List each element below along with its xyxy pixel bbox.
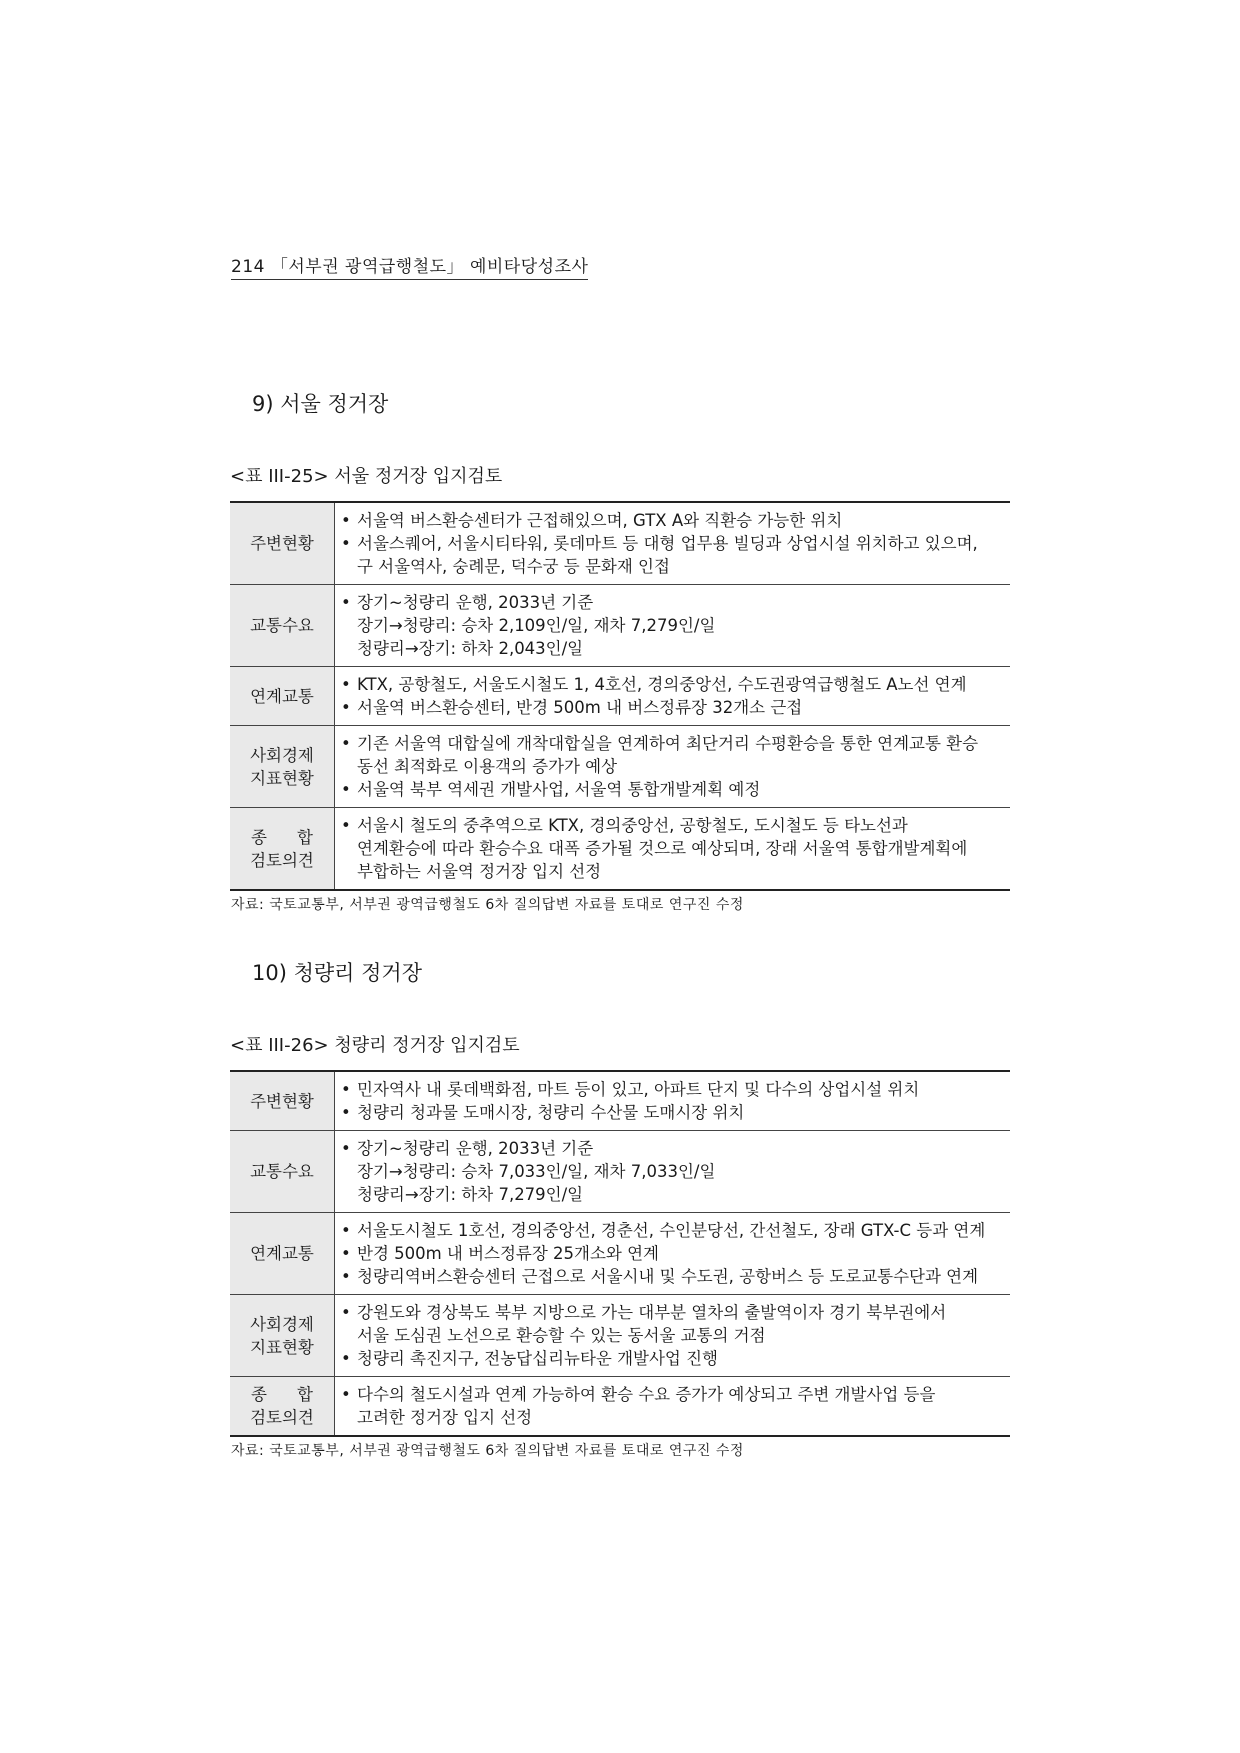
table-row	[230, 726, 1010, 808]
list-item: 동선 최적화로 이용객의 증가가 예상	[357, 757, 618, 776]
row-label: 연계교통	[230, 667, 335, 726]
list-item: • 서울스퀘어, 서울시티타워, 롯데마트 등 대형 업무용 빌딩과 상업시설 위치하고 있으며,	[341, 534, 978, 553]
seoul-station-review-table	[230, 501, 1010, 891]
table-row	[230, 1295, 1010, 1377]
list-item: 고려한 정거장 입지 선정	[357, 1408, 533, 1427]
row-label: 사회경제 지표현황	[230, 726, 335, 808]
list-item: • 청량리 촉진지구, 전농답십리뉴타운 개발사업 진행	[341, 1349, 718, 1368]
list-item: • KTX, 공항철도, 서울도시철도 1, 4호선, 경의중앙선, 수도권광역급행철도 A노선 연계	[341, 675, 967, 694]
row-content	[335, 502, 1011, 585]
list-item: 부합하는 서울역 정거장 입지 선정	[357, 862, 602, 881]
row-label: 연계교통	[230, 1213, 335, 1295]
row-content	[335, 1131, 1011, 1213]
row-content	[335, 585, 1011, 667]
table-caption-25: <표 III-25> 서울 정거장 입지검토	[230, 466, 503, 487]
row-content	[335, 808, 1011, 891]
table-row	[230, 808, 1010, 891]
source-note: 자료: 국토교통부, 서부권 광역급행철도 6차 질의답변 자료를 토대로 연구진 수정	[231, 1443, 744, 1459]
list-item: 장기→청량리: 승차 7,033인/일, 재차 7,033인/일	[357, 1162, 716, 1181]
list-item: • 반경 500m 내 버스정류장 25개소와 연계	[341, 1244, 659, 1263]
list-item: 연계환승에 따라 환승수요 대폭 증가될 것으로 예상되며, 장래 서울역 통합개발계획에	[357, 839, 968, 858]
row-content	[335, 1377, 1011, 1437]
list-item: • 기존 서울역 대합실에 개착대합실을 연계하여 최단거리 수평환승을 통한 연계교통 환승	[341, 734, 979, 753]
list-item: • 장기~청량리 운행, 2033년 기준	[341, 593, 594, 612]
list-item: 구 서울역사, 숭례문, 덕수궁 등 문화재 인접	[357, 557, 670, 576]
running-header: 214 「서부권 광역급행철도」 예비타당성조사	[231, 252, 588, 280]
table-row	[230, 1377, 1010, 1437]
list-item: • 서울역 버스환승센터, 반경 500m 내 버스정류장 32개소 근접	[341, 698, 803, 717]
list-item: • 서울도시철도 1호선, 경의중앙선, 경춘선, 수인분당선, 간선철도, 장래 GTX-C 등과 연계	[341, 1221, 986, 1240]
list-item: • 다수의 철도시설과 연계 가능하여 환승 수요 증가가 예상되고 주변 개발사업 등을	[341, 1385, 936, 1404]
section-title-seoul: 9) 서울 정거장	[252, 392, 389, 416]
row-content	[335, 1295, 1011, 1377]
list-item: • 장기~청량리 운행, 2033년 기준	[341, 1139, 594, 1158]
cheongnyangni-station-review-table	[230, 1070, 1010, 1437]
row-label: 교통수요	[230, 585, 335, 667]
row-content	[335, 667, 1011, 726]
list-item: • 강원도와 경상북도 북부 지방으로 가는 대부분 열차의 출발역이자 경기 북부권에서	[341, 1303, 947, 1322]
row-label: 주변현황	[230, 502, 335, 585]
row-label: 주변현황	[230, 1071, 335, 1131]
table-row	[230, 585, 1010, 667]
list-item: 장기→청량리: 승차 2,109인/일, 재차 7,279인/일	[357, 616, 716, 635]
list-item: • 민자역사 내 롯데백화점, 마트 등이 있고, 아파트 단지 및 다수의 상업시설 위치	[341, 1080, 920, 1099]
table-row	[230, 1213, 1010, 1295]
table-caption-26: <표 III-26> 청량리 정거장 입지검토	[230, 1035, 520, 1056]
table-row	[230, 667, 1010, 726]
row-content	[335, 1213, 1011, 1295]
list-item: • 서울역 버스환승센터가 근접해있으며, GTX A와 직환승 가능한 위치	[341, 511, 843, 530]
list-item: • 서울시 철도의 중추역으로 KTX, 경의중앙선, 공항철도, 도시철도 등 타노선과	[341, 816, 908, 835]
row-content	[335, 726, 1011, 808]
source-note: 자료: 국토교통부, 서부권 광역급행철도 6차 질의답변 자료를 토대로 연구진 수정	[231, 897, 744, 913]
table-row	[230, 1131, 1010, 1213]
section-title-cheongnyangni: 10) 청량리 정거장	[252, 961, 422, 985]
row-label: 종 합 검토의견	[230, 808, 335, 891]
list-item: 서울 도심권 노선으로 환승할 수 있는 동서울 교통의 거점	[357, 1326, 766, 1345]
list-item: • 서울역 북부 역세권 개발사업, 서울역 통합개발계획 예정	[341, 780, 761, 799]
list-item: 청량리→장기: 하차 2,043인/일	[357, 639, 584, 658]
row-label: 종 합 검토의견	[230, 1377, 335, 1437]
row-content	[335, 1071, 1011, 1131]
list-item: • 청량리 청과물 도매시장, 청량리 수산물 도매시장 위치	[341, 1103, 745, 1122]
table-row	[230, 1071, 1010, 1131]
list-item: 청량리→장기: 하차 7,279인/일	[357, 1185, 584, 1204]
table-row	[230, 502, 1010, 585]
row-label: 사회경제 지표현황	[230, 1295, 335, 1377]
list-item: • 청량리역버스환승센터 근접으로 서울시내 및 수도권, 공항버스 등 도로교통수단과 연계	[341, 1267, 979, 1286]
row-label: 교통수요	[230, 1131, 335, 1213]
